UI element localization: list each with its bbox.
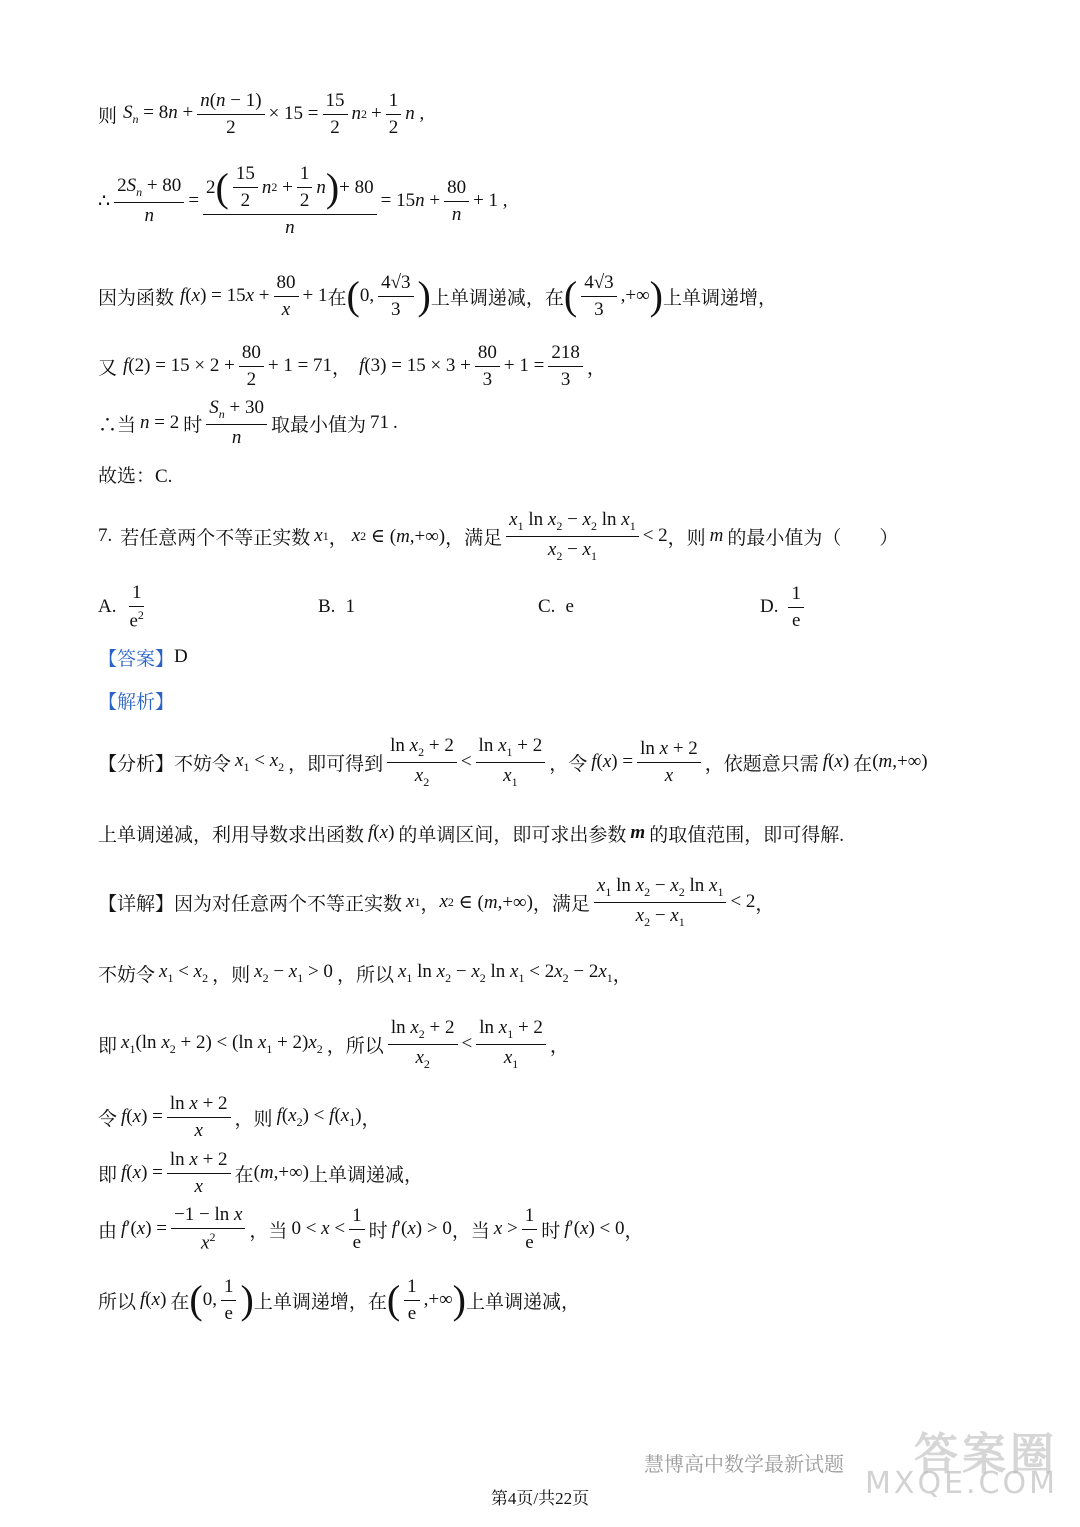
monotonic-statement: 因为函数 f (x) = 15x + $\frac{80}{x}$ + 1 在 ( 0, $\frac{4√3}{3}$ ) 上单调递减，在 ( $\frac{4√3}{3}$ ,+∞ ) 上单调递增， <box>98 271 777 320</box>
analysis-tag: 【解析】 <box>98 691 175 713</box>
text-ze: 则 <box>98 105 118 127</box>
watermark-url: MXQE.COM <box>865 1466 1058 1501</box>
minimum-statement: ∴当 n = 2 时 $\frac{S_n + 30}{n}$ 取最小值为 71 . <box>98 397 398 448</box>
choice-c: 故选：C. <box>98 465 173 487</box>
option-a[interactable]: A. $\frac{1}{e^2}$ <box>98 581 144 632</box>
detail-line-5: 即 f(x) = $\frac{\text{ln x + 2}}{x}$ 在 (m,+∞) 上单调递减， <box>98 1148 423 1197</box>
watermark-wechat: 慧博高中数学最新试题 <box>644 1452 844 1476</box>
watermark-brand: 答案圈 <box>914 1429 1058 1480</box>
detail-line-3: 即 $x_1(\ln$ $x_2 + 2) < (\ln$ $x_1 + 2)x_2$ ，所以 $\frac{\ln x_2 + 2}{x_2}$ < $\frac{\ln x_1 + 2}{x_1}$ ， <box>98 1016 569 1071</box>
option-c[interactable]: C. e <box>538 596 574 617</box>
values-f2-f3: 又 f(2) = 15 × 2 + $\frac{80}{2}$ + 1 = 71 ， f(3) = 15 × 3 + $\frac{80}{3}$ + 1 = $\frac{218}{3}$ ， <box>98 341 606 390</box>
option-d[interactable]: D. $\frac{1}{e}$ <box>760 580 808 634</box>
watermark <box>644 1418 1058 1501</box>
page-footer: 第4页/共22页 <box>490 1489 590 1508</box>
analysis-line-2: 上单调递减，利用导数求出函数 f(x) 的单调区间，即可求出参数 m 的取值范围，即可得解. <box>98 822 844 846</box>
detail-line-4: 令 f(x) = $\frac{\text{ln x + 2}}{x}$ ，则 $f(x_2) < f(x_1)$ ， <box>98 1092 381 1141</box>
analysis-line-1: 【分析】 不妨令 $x_1 < x_2$ ，即可得到 $\frac{\ln x_2 + 2}{x_2}$ < $\frac{\ln x_1 + 2}{x_1}$ ，令 f(x) = $\frac{\text{ln x + 2}}{x}$ ，依题意只需 f(x) 在 (m,+∞) <box>98 734 928 789</box>
answer-tag: 【答案】 <box>98 648 175 670</box>
answer-value: D <box>174 646 188 667</box>
formula-sn: 则 $S_n = 8n$ + $\frac{n(n - 1)}{2}$ × 15 = $\frac{15}{2}$ n 2 + $\frac{1}{2}$ n , <box>98 89 425 138</box>
detail-line-2: 不妨令 $x_1 < x_2$ ，则 $x_2 - x_1 > 0$ ，所以 $x_1$ $\ln x_2 - x_2$ $\ln x_1 < 2x_2 - 2x_1$ ， <box>98 960 632 986</box>
detail-line-1: 【详解】 因为对任意两个不等正实数 x 1 ， x 2 ∈ (m,+∞) ，满足 $\frac{x_1 \ln x_2 - x_2 \ln x_1}{x_2 - x_1}$ < 2 ， <box>98 874 775 929</box>
answer-line <box>98 643 188 671</box>
option-b[interactable]: B. 1 <box>318 596 355 617</box>
formula-ratio: ∴ $\frac{2S_n + 80}{n}$ = 2 ( $\frac{15}{2}$ n 2 + $\frac{1}{2}$ n ) + 80 n = 15n + $\frac{80}{n}$ + 1 , <box>98 163 508 238</box>
detail-line-6: 由 f′(x) = $\frac{\text{−1 − ln x}}{x^2}$ ，当 0 < x < $\frac{1}{e}$ 时 f′(x) > 0 ，当 x > $\frac{1}{e}$ 时 f′(x) < 0 ， <box>98 1203 644 1254</box>
detail-line-7: 所以 f(x) 在 ( 0, $\frac{1}{e}$ ) 上单调递增，在 ( $\frac{1}{e}$ ,+∞ ) 上单调递减， <box>98 1275 581 1324</box>
question-7: 7. 若任意两个不等正实数 x 1 ， x 2 ∈ (m,+∞) ，满足 $\frac{x_1 \ln x_2 - x_2 \ln x_1}{x_2 - x_1}$ < 2 ，则 m 的最小值为（ ） <box>98 508 899 563</box>
